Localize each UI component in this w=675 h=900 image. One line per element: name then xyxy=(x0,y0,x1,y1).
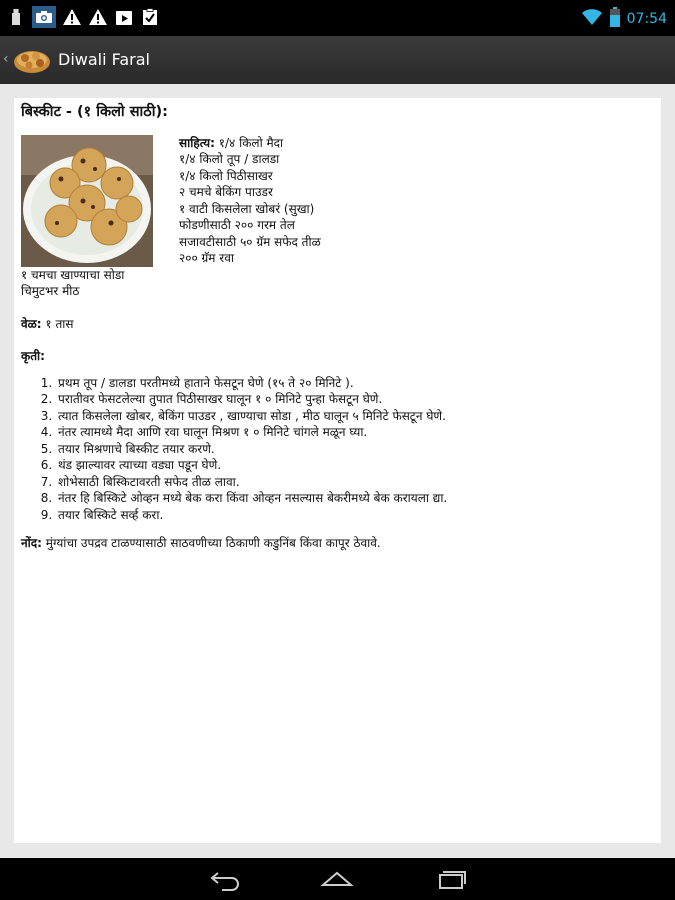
method-step: 3. त्यात किसलेला खोबर, बेकिंग पाउडर , खाण्याचा सोडा , मीठ घालून ५ मिनिटे फेसटून घेणे. xyxy=(56,408,651,425)
clipboard-check-icon xyxy=(140,7,160,27)
method-step: 6. थंड झाल्यावर त्याच्या वड्या पडून घेणे. xyxy=(56,457,651,474)
home-icon[interactable] xyxy=(320,867,354,891)
ingredient-item: २ चमचे बेकिंग पाउडर xyxy=(179,185,273,199)
ingredient-item: १/४ किलो तूप / डालडा xyxy=(179,152,280,166)
recipe-note xyxy=(21,535,651,552)
ingredient-item: सजावटीसाठी ५० ग्रॅम सफेद तीळ xyxy=(179,234,321,249)
action-bar xyxy=(0,36,675,85)
ingredient-item: १ वाटी किसलेला खोबरं (सुखा) xyxy=(179,201,315,216)
method-step: 5. तयार मिश्रणाचे बिस्कीट तयार करणे. xyxy=(56,441,651,458)
method-step: 1. प्रथम तूप / डालडा परतीमध्ये हाताने फेसटून घेणे (१५ ते २० मिनिटे ). xyxy=(56,375,651,392)
play-store-icon xyxy=(114,7,134,27)
ingredient-item: चिमुटभर मीठ xyxy=(21,284,80,298)
method-steps xyxy=(21,375,651,524)
method-step: 8. नंतर हि बिस्किटे ओव्हन मध्ये बेक करा किंवा ओव्हन नसल्यास बेकरीमध्ये बेक करायला द्या. xyxy=(56,490,651,507)
content-area xyxy=(0,84,675,858)
method-step: 4. नंतर त्यामध्ये मैदा आणि रवा घालून मिश्रण १ ० मिनिटे चांगले मळून घ्या. xyxy=(56,424,651,441)
warning-icon xyxy=(62,7,82,27)
navigation-bar xyxy=(0,858,675,900)
recipe-body xyxy=(21,104,651,552)
method-step: 9. तयार बिस्किटे सर्व्ह करा. xyxy=(56,507,651,524)
recipe-card xyxy=(14,98,661,843)
ingredient-item: फोडणीसाठी २०० गरम तेल xyxy=(179,218,295,232)
usb-icon xyxy=(6,7,26,27)
clock: 07:54 xyxy=(626,11,667,27)
wifi-icon xyxy=(581,8,603,30)
note-label: नोंद: xyxy=(21,536,42,550)
camera-icon xyxy=(32,6,56,28)
ingredient-item: १/४ किलो मैदा xyxy=(214,135,284,150)
ingredient-item: १ चमचा खाण्याचा सोडा xyxy=(21,267,125,282)
recipe-photo xyxy=(21,135,153,267)
time-label: वेळ: xyxy=(21,316,42,331)
method-step: 7. शोभेसाठी बिस्किटावरती सफेद तीळ लावा. xyxy=(56,474,651,491)
back-icon[interactable] xyxy=(208,867,242,891)
cooking-time xyxy=(21,316,651,333)
status-bar xyxy=(0,0,675,36)
ingredient-item: २०० ग्रॅम रवा xyxy=(179,251,234,265)
battery-icon xyxy=(609,7,621,31)
app-logo-icon[interactable] xyxy=(12,44,52,76)
method-label: कृती: xyxy=(21,349,45,363)
method-step: 2. परातीवर फेसटलेल्या तुपात पिठीसाखर घालून १ ० मिनिटे पुन्हा फेसटून घेणे. xyxy=(56,391,651,408)
ingredients-label: साहित्य: xyxy=(179,135,215,150)
recipe-title: बिस्कीट - (१ किलो साठी): xyxy=(21,104,168,120)
ingredient-item: १/४ किलो पिठीसाखर xyxy=(179,168,273,183)
up-navigation-icon[interactable]: ‹ xyxy=(3,51,9,67)
app-title: Diwali Faral xyxy=(58,50,150,69)
recent-apps-icon[interactable] xyxy=(434,867,468,891)
time-value: १ तास xyxy=(41,316,74,331)
warning-icon xyxy=(88,7,108,27)
note-value: मुंग्यांचा उपद्रव टाळण्यासाठी साठवणीच्या ठिकाणी कडुनिंब किंवा कापूर ठेवावे. xyxy=(41,536,381,550)
